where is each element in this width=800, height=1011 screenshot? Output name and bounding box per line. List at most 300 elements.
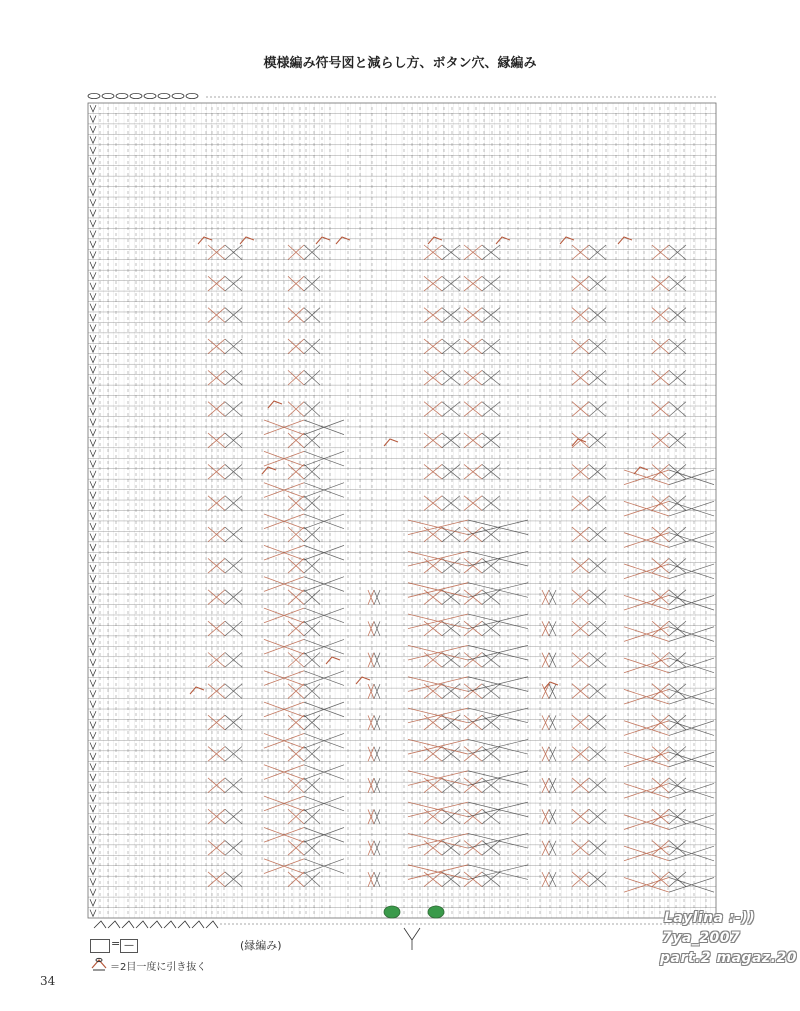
- cable-cross-mark: [572, 370, 589, 385]
- slip-stitch-mark: [90, 387, 96, 394]
- slip-stitch-mark: [90, 795, 96, 802]
- cable-cross-mark: [542, 653, 549, 668]
- cable-cross-mark: [304, 577, 344, 592]
- cable-cross-mark: [669, 496, 686, 511]
- slip-stitch-mark: [90, 241, 96, 248]
- cable-cross-mark: [264, 608, 304, 623]
- slip-stitch-mark: [90, 272, 96, 279]
- cable-cross-mark: [669, 653, 686, 668]
- cable-cross-mark: [669, 878, 714, 893]
- cable-cross-mark: [288, 276, 304, 291]
- cable-cross-mark: [225, 809, 242, 824]
- cable-cross-mark: [225, 778, 242, 793]
- cable-cross-mark: [652, 245, 669, 260]
- cable-cross-mark: [208, 402, 225, 417]
- cable-cross-mark: [225, 715, 242, 730]
- cable-cross-mark: [442, 402, 460, 417]
- cable-cross-mark: [304, 308, 320, 323]
- cable-cross-mark: [624, 470, 669, 485]
- cable-cross-mark: [572, 778, 589, 793]
- slip-stitch-mark: [90, 523, 96, 530]
- slip-stitch-mark: [90, 722, 96, 729]
- cable-cross-mark: [468, 865, 528, 880]
- slip-stitch-mark: [90, 805, 96, 812]
- cable-cross-mark: [374, 747, 380, 762]
- cable-cross-mark: [288, 402, 304, 417]
- slip-stitch-mark: [90, 533, 96, 540]
- top-chain-stitch: [186, 93, 198, 98]
- slip-stitch-mark: [90, 502, 96, 509]
- cable-cross-mark: [549, 747, 556, 762]
- slip-stitch-mark: [90, 669, 96, 676]
- credit-line-2: 7ya_2007: [662, 930, 741, 946]
- cable-cross-mark: [468, 645, 528, 660]
- slip-stitch-mark: [90, 648, 96, 655]
- cable-cross-mark: [572, 496, 589, 511]
- cable-cross-mark: [304, 671, 344, 686]
- cable-cross-mark: [304, 514, 344, 529]
- cable-cross-mark: [304, 590, 320, 605]
- slip-stitch-mark: [90, 471, 96, 478]
- cable-cross-mark: [288, 872, 304, 887]
- cable-cross-mark: [482, 276, 500, 291]
- cable-cross-mark: [624, 815, 669, 830]
- cable-cross-mark: [542, 715, 549, 730]
- top-chain-stitch: [102, 93, 114, 98]
- cable-cross-mark: [669, 627, 714, 642]
- cable-cross-mark: [468, 802, 528, 817]
- top-chain-stitch: [130, 93, 142, 98]
- cable-cross-mark: [652, 841, 669, 856]
- slip-stitch-mark: [90, 481, 96, 488]
- slip-stitch-mark: [90, 220, 96, 227]
- cable-cross-mark: [374, 778, 380, 793]
- top-chain-stitch: [144, 93, 156, 98]
- legend-knit-box: [90, 939, 110, 953]
- cable-cross-mark: [304, 483, 344, 498]
- cable-cross-mark: [652, 370, 669, 385]
- slip-stitch-mark: [90, 586, 96, 593]
- cable-cross-mark: [624, 533, 669, 548]
- slip-stitch-mark: [90, 889, 96, 896]
- cable-cross-mark: [669, 872, 686, 887]
- cable-cross-mark: [652, 496, 669, 511]
- cable-cross-mark: [669, 433, 686, 448]
- cable-cross-mark: [669, 370, 686, 385]
- cable-cross-mark: [652, 402, 669, 417]
- slip-stitch-mark: [90, 345, 96, 352]
- slip-stitch-mark: [90, 711, 96, 718]
- slip-stitch-mark: [90, 116, 96, 123]
- cable-cross-mark: [624, 595, 669, 610]
- cable-cross-mark: [208, 590, 225, 605]
- cable-cross-mark: [374, 621, 380, 636]
- cable-cross-mark: [482, 402, 500, 417]
- slip-stitch-mark: [90, 816, 96, 823]
- cable-cross-mark: [549, 590, 556, 605]
- decrease-mark: [262, 467, 276, 474]
- cable-cross-mark: [208, 872, 225, 887]
- cable-cross-mark: [304, 527, 320, 542]
- cable-cross-mark: [572, 841, 589, 856]
- cable-cross-mark: [288, 590, 304, 605]
- slip-stitch-mark: [90, 847, 96, 854]
- slip-stitch-mark: [90, 763, 96, 770]
- slip-stitch-mark: [90, 638, 96, 645]
- cable-cross-mark: [652, 653, 669, 668]
- cable-cross-mark: [624, 878, 669, 893]
- cable-cross-mark: [624, 846, 669, 861]
- slip-stitch-mark: [90, 335, 96, 342]
- bottom-chain-stitch: [136, 921, 148, 928]
- cable-cross-mark: [288, 841, 304, 856]
- slip-stitch-mark: [90, 774, 96, 781]
- cable-cross-mark: [225, 402, 242, 417]
- legend-decrease-text: ＝2目一度に引き抜く: [110, 962, 207, 973]
- border-label: (縁編み): [240, 939, 282, 952]
- slip-stitch-mark: [90, 742, 96, 749]
- cable-cross-mark: [549, 621, 556, 636]
- cable-cross-mark: [304, 765, 344, 780]
- cable-cross-mark: [652, 464, 669, 479]
- cable-cross-mark: [288, 715, 304, 730]
- cable-cross-mark: [669, 276, 686, 291]
- decrease-mark: [572, 439, 586, 446]
- top-chain-stitch: [172, 93, 184, 98]
- decrease-mark: [618, 237, 632, 244]
- slip-stitch-mark: [90, 826, 96, 833]
- cable-cross-mark: [288, 464, 304, 479]
- cable-cross-mark: [468, 551, 528, 566]
- cable-cross-mark: [468, 677, 528, 692]
- cable-cross-mark: [669, 595, 714, 610]
- cable-cross-mark: [304, 653, 320, 668]
- decrease-symbol-icon: [90, 956, 108, 972]
- decrease-mark: [316, 237, 330, 244]
- cable-cross-mark: [572, 308, 589, 323]
- slip-stitch-mark: [90, 784, 96, 791]
- cable-cross-mark: [374, 715, 380, 730]
- cable-cross-mark: [208, 339, 225, 354]
- slip-stitch-mark: [90, 899, 96, 906]
- cable-cross-mark: [542, 872, 549, 887]
- decrease-mark: [198, 237, 212, 244]
- cable-cross-mark: [288, 339, 304, 354]
- bottom-chain-stitch: [122, 921, 134, 928]
- cable-cross-mark: [225, 370, 242, 385]
- page-number: 34: [40, 974, 56, 988]
- cable-cross-mark: [304, 809, 320, 824]
- cable-cross-mark: [549, 841, 556, 856]
- cable-cross-mark: [208, 747, 225, 762]
- slip-stitch-mark: [90, 168, 96, 175]
- cable-cross-mark: [624, 783, 669, 798]
- cable-cross-mark: [468, 614, 528, 629]
- cable-cross-mark: [652, 590, 669, 605]
- chart-title: 模様編み符号図と減らし方、ボタン穴、縁編み: [263, 56, 537, 71]
- cable-cross-mark: [225, 590, 242, 605]
- cable-cross-mark: [304, 558, 320, 573]
- cable-cross-mark: [572, 402, 589, 417]
- bottom-chain-stitch: [206, 921, 218, 928]
- cable-cross-mark: [225, 558, 242, 573]
- cable-cross-mark: [374, 590, 380, 605]
- legend-purl-symbol: —: [124, 940, 134, 951]
- cable-cross-mark: [624, 689, 669, 704]
- cable-cross-mark: [304, 402, 320, 417]
- slip-stitch-mark: [90, 878, 96, 885]
- cable-cross-mark: [304, 733, 344, 748]
- bottom-chain-stitch: [192, 921, 204, 928]
- cable-cross-mark: [208, 558, 225, 573]
- cable-cross-mark: [304, 339, 320, 354]
- slip-stitch-mark: [90, 419, 96, 426]
- cable-cross-mark: [542, 809, 549, 824]
- cable-cross-mark: [208, 308, 225, 323]
- cable-cross-mark: [442, 308, 460, 323]
- credit-line-1: Laylina :-)): [664, 910, 756, 926]
- cable-cross-mark: [225, 872, 242, 887]
- slip-stitch-mark: [90, 429, 96, 436]
- cable-cross-mark: [208, 527, 225, 542]
- slip-stitch-mark: [90, 732, 96, 739]
- cable-cross-mark: [304, 608, 344, 623]
- cable-cross-mark: [669, 752, 714, 767]
- cable-cross-mark: [669, 501, 714, 516]
- cable-cross-mark: [572, 527, 589, 542]
- cable-cross-mark: [304, 796, 344, 811]
- cable-cross-mark: [669, 841, 686, 856]
- cable-cross-mark: [669, 721, 714, 736]
- cable-cross-mark: [669, 558, 686, 573]
- cable-cross-mark: [572, 621, 589, 636]
- slip-stitch-mark: [90, 617, 96, 624]
- cable-cross-mark: [652, 621, 669, 636]
- cable-cross-mark: [669, 527, 686, 542]
- cable-cross-mark: [468, 520, 528, 535]
- cable-cross-mark: [669, 308, 686, 323]
- slip-stitch-mark: [90, 314, 96, 321]
- slip-stitch-mark: [90, 126, 96, 133]
- decrease-mark: [428, 237, 442, 244]
- cable-cross-mark: [288, 621, 304, 636]
- cable-cross-mark: [652, 276, 669, 291]
- cable-cross-mark: [542, 747, 549, 762]
- cable-cross-mark: [304, 276, 320, 291]
- cable-cross-mark: [652, 527, 669, 542]
- slip-stitch-mark: [90, 596, 96, 603]
- bottom-chain-stitch: [150, 921, 162, 928]
- cable-cross-mark: [572, 684, 589, 699]
- cable-cross-mark: [264, 483, 304, 498]
- slip-stitch-mark: [90, 325, 96, 332]
- slip-stitch-mark: [90, 513, 96, 520]
- cable-cross-mark: [468, 771, 528, 786]
- cable-cross-mark: [225, 464, 242, 479]
- cable-cross-mark: [208, 653, 225, 668]
- cable-cross-mark: [542, 590, 549, 605]
- cable-cross-mark: [374, 841, 380, 856]
- cable-cross-mark: [482, 308, 500, 323]
- cable-cross-mark: [482, 245, 500, 260]
- cable-cross-mark: [482, 433, 500, 448]
- cable-cross-mark: [652, 778, 669, 793]
- slip-stitch-mark: [90, 680, 96, 687]
- slip-stitch-mark: [90, 262, 96, 269]
- cable-cross-mark: [304, 451, 344, 466]
- cable-cross-mark: [304, 859, 344, 874]
- cable-cross-mark: [225, 276, 242, 291]
- cable-cross-mark: [652, 684, 669, 699]
- cable-cross-mark: [669, 621, 686, 636]
- slip-stitch-mark: [90, 450, 96, 457]
- cable-cross-mark: [542, 841, 549, 856]
- slip-stitch-mark: [90, 857, 96, 864]
- cable-cross-mark: [572, 872, 589, 887]
- cable-cross-mark: [208, 276, 225, 291]
- slip-stitch-mark: [90, 690, 96, 697]
- cable-cross-mark: [288, 778, 304, 793]
- cable-cross-mark: [304, 747, 320, 762]
- bottom-chain-stitch: [108, 921, 120, 928]
- cable-cross-mark: [225, 747, 242, 762]
- slip-stitch-mark: [90, 356, 96, 363]
- cable-cross-mark: [304, 841, 320, 856]
- cable-cross-mark: [304, 639, 344, 654]
- slip-stitch-mark: [90, 492, 96, 499]
- cable-cross-mark: [225, 339, 242, 354]
- cable-cross-mark: [482, 496, 500, 511]
- cable-cross-mark: [374, 684, 380, 699]
- slip-stitch-mark: [90, 304, 96, 311]
- cable-cross-mark: [652, 308, 669, 323]
- cable-cross-mark: [669, 245, 686, 260]
- cable-cross-mark: [374, 872, 380, 887]
- slip-stitch-mark: [90, 439, 96, 446]
- cable-cross-mark: [288, 496, 304, 511]
- cable-cross-mark: [304, 433, 320, 448]
- cable-cross-mark: [442, 370, 460, 385]
- cable-cross-mark: [542, 684, 549, 699]
- cable-cross-mark: [442, 433, 460, 448]
- slip-stitch-mark: [90, 210, 96, 217]
- buttonhole-mark: [404, 928, 420, 950]
- cable-cross-mark: [304, 420, 344, 435]
- cable-cross-mark: [208, 809, 225, 824]
- cable-cross-mark: [624, 721, 669, 736]
- slip-stitch-mark: [90, 189, 96, 196]
- cable-cross-mark: [669, 747, 686, 762]
- cable-cross-mark: [442, 245, 460, 260]
- slip-stitch-mark: [90, 628, 96, 635]
- cable-cross-mark: [225, 621, 242, 636]
- bottom-chain-stitch: [164, 921, 176, 928]
- slip-stitch-mark: [90, 136, 96, 143]
- cable-cross-mark: [208, 370, 225, 385]
- cable-cross-mark: [442, 339, 460, 354]
- cable-cross-mark: [669, 783, 714, 798]
- cable-cross-mark: [572, 339, 589, 354]
- cable-cross-mark: [208, 778, 225, 793]
- cable-cross-mark: [624, 627, 669, 642]
- cable-cross-mark: [225, 308, 242, 323]
- credit-line-3: part.2 magaz.20: [660, 950, 797, 966]
- slip-stitch-mark: [90, 157, 96, 164]
- cable-cross-mark: [208, 433, 225, 448]
- cable-cross-mark: [624, 564, 669, 579]
- cable-cross-mark: [304, 245, 320, 260]
- cable-cross-mark: [468, 833, 528, 848]
- cable-cross-mark: [669, 590, 686, 605]
- slip-stitch-mark: [90, 659, 96, 666]
- cable-cross-mark: [468, 739, 528, 754]
- cable-cross-mark: [669, 715, 686, 730]
- cable-cross-mark: [304, 545, 344, 560]
- cable-cross-mark: [208, 464, 225, 479]
- slip-stitch-mark: [90, 753, 96, 760]
- cable-cross-mark: [288, 809, 304, 824]
- legend-purl-box: [120, 939, 138, 953]
- button-icon: [384, 906, 400, 918]
- slip-stitch-mark: [90, 283, 96, 290]
- cable-cross-mark: [208, 715, 225, 730]
- slip-stitch-mark: [90, 607, 96, 614]
- slip-stitch-mark: [90, 398, 96, 405]
- cable-cross-mark: [468, 708, 528, 723]
- slip-stitch-mark: [90, 554, 96, 561]
- cable-cross-mark: [225, 653, 242, 668]
- cable-cross-mark: [482, 370, 500, 385]
- cable-cross-mark: [572, 590, 589, 605]
- bottom-chain-stitch: [94, 921, 106, 928]
- slip-stitch-mark: [90, 868, 96, 875]
- cable-cross-mark: [208, 684, 225, 699]
- cable-cross-mark: [652, 339, 669, 354]
- cable-cross-mark: [652, 715, 669, 730]
- cable-cross-mark: [669, 464, 686, 479]
- cable-cross-mark: [468, 583, 528, 598]
- slip-stitch-mark: [90, 251, 96, 258]
- cable-cross-mark: [304, 702, 344, 717]
- cable-cross-mark: [652, 747, 669, 762]
- cable-cross-mark: [225, 433, 242, 448]
- cable-cross-mark: [442, 464, 460, 479]
- cable-cross-mark: [225, 841, 242, 856]
- cable-cross-mark: [624, 501, 669, 516]
- cable-cross-mark: [669, 339, 686, 354]
- slip-stitch-mark: [90, 575, 96, 582]
- cable-cross-mark: [572, 276, 589, 291]
- cable-cross-mark: [572, 558, 589, 573]
- cable-cross-mark: [208, 245, 225, 260]
- cable-cross-mark: [572, 809, 589, 824]
- decrease-mark: [356, 677, 370, 684]
- cable-cross-mark: [652, 558, 669, 573]
- slip-stitch-mark: [90, 293, 96, 300]
- cable-cross-mark: [549, 872, 556, 887]
- cable-cross-mark: [304, 684, 320, 699]
- cable-cross-mark: [572, 245, 589, 260]
- cable-cross-mark: [572, 715, 589, 730]
- cable-cross-mark: [288, 558, 304, 573]
- decrease-mark: [326, 657, 340, 664]
- cable-cross-mark: [304, 464, 320, 479]
- cable-cross-mark: [572, 747, 589, 762]
- cable-cross-mark: [208, 496, 225, 511]
- cable-cross-mark: [208, 841, 225, 856]
- cable-cross-mark: [288, 433, 304, 448]
- slip-stitch-mark: [90, 366, 96, 373]
